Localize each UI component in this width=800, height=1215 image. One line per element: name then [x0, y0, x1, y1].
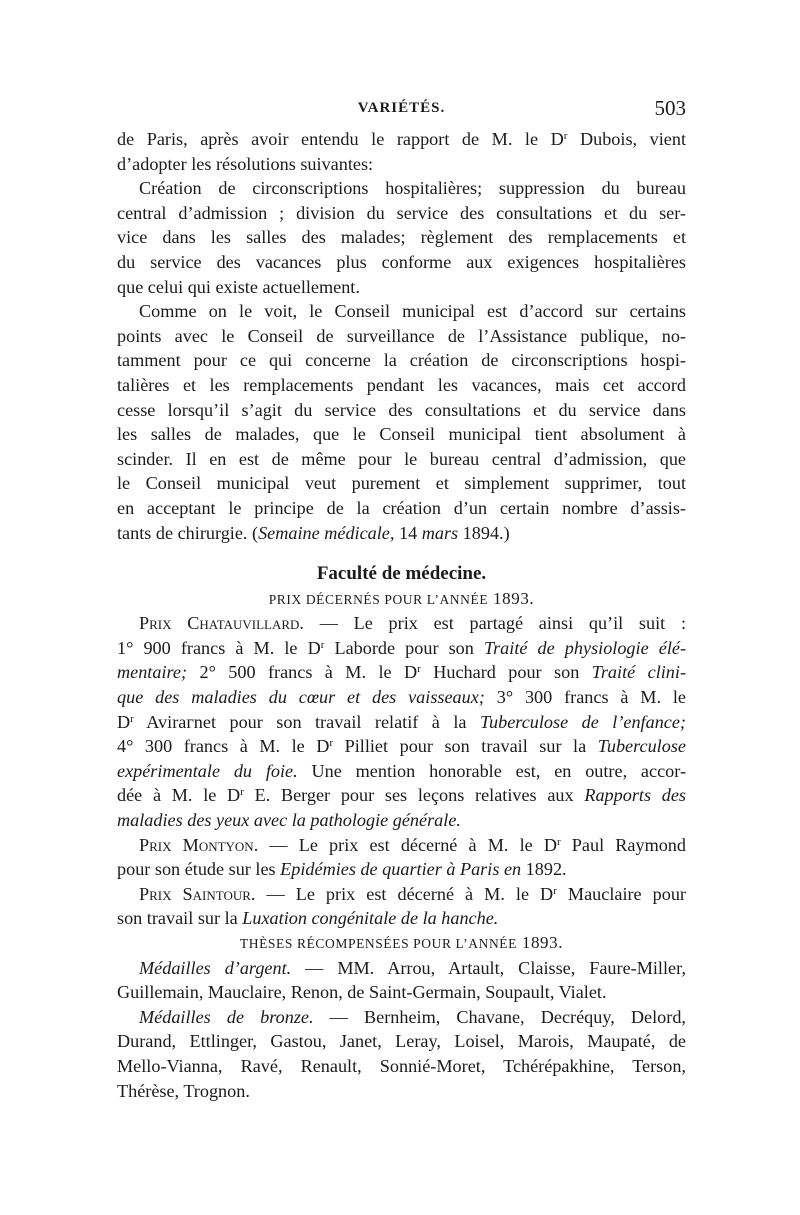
paragraph-prix-chatauvillard — [117, 611, 686, 832]
text-line: Prix Montyon. — Le prix est décerné à M. le $D^r$ Paul Raymond — [139, 834, 686, 855]
text-line: en acceptant le principe de la création d’un certain nombre d’assis- — [117, 497, 686, 518]
page-number: 503 — [654, 96, 686, 120]
paragraph-resolutions-intro — [117, 127, 686, 176]
text-line: points avec le Conseil de surveillance de l’Assistance publique, no- — [117, 325, 686, 346]
paragraph-conseil-municipal — [117, 299, 686, 545]
text-line: Mello-Vianna, Ravé, Renault, Sonnié-Moret, Tchérépakhine, Terson, — [117, 1055, 686, 1076]
text-line: vice dans les salles des malades; règlement des remplacements et — [117, 227, 686, 248]
text-line: $D^r$ Avirагnet pour son travail relatif à la Tuberculose de l’enfance; — [117, 711, 686, 732]
text-line: 1° 900 francs à M. le $D^r$ Laborde pour son Traité de physiologie élé- — [117, 637, 687, 658]
text-line: d’adopter les résolutions suivantes: — [117, 153, 374, 174]
running-title: VARIÉTÉS. — [357, 100, 446, 116]
text-line: Thérèse, Trognon. — [117, 1080, 250, 1101]
text-line: Guillemain, Mauclaire, Renon, de Saint-Germain, Soupault, Vialet. — [117, 982, 607, 1003]
text-line: Médailles d’argent. — MM. Arrou, Artault, Claisse, Faure-Miller, — [139, 957, 686, 978]
subsection-heading: THÈSES RÉCOMPENSÉES POUR L’ANNÉE 1893. — [239, 933, 564, 952]
text-line: talières et les remplacements pendant les vacances, mais cet accord — [117, 374, 686, 395]
paragraph-prix-saintour — [117, 882, 686, 931]
text-line: 4° 300 francs à M. le $D^r$ Pilliet pour son travail sur la Tuberculose — [117, 736, 686, 757]
text-line: dée à M. le $D^r$ E. Berger pour ses leçons relatives aux Rapports des — [117, 785, 687, 806]
paragraph-resolutions — [117, 176, 686, 299]
text-line: du service des vacances plus conforme aux exigences hospitalières — [117, 251, 686, 272]
text-line: que celui qui existe actuellement. — [117, 276, 360, 297]
section-heading: Faculté de médecine. — [316, 563, 487, 585]
text-line: mentaire; 2° 500 francs à M. le $D^r$ Huchard pour son Traité clini- — [117, 662, 686, 683]
text-line: Création de circonscriptions hospitalières; suppression du bureau — [139, 178, 686, 199]
text-line: pour son étude sur les Epidémies de quartier à Paris en 1892. — [117, 859, 567, 880]
text-line: expérimentale du foie. Une mention honorable est, en outre, accor- — [117, 760, 686, 781]
text-line: le Conseil municipal veut purement et simplement supprimer, tout — [117, 473, 686, 494]
paragraph-medailles-bronze — [117, 1005, 686, 1103]
page-header — [117, 96, 686, 126]
text-line: Prix Chatauvillard. — Le prix est partagé ainsi qu’il suit : — [139, 613, 686, 634]
body-text — [117, 127, 686, 1103]
text-line: Médailles de bronze. — Bernheim, Chavane, Decréquy, Delord, — [139, 1006, 686, 1027]
text-line: scinder. Il en est de même pour le bureau central d’admission, que — [117, 448, 686, 469]
text-line: cesse lorsqu’il s’agit du service des consultations et du service dans — [117, 399, 686, 420]
text-line: tants de chirurgie. (Semaine médicale, 14 mars 1894.) — [117, 522, 510, 543]
text-line: les salles de malades, que le Conseil municipal tient absolument à — [117, 424, 686, 445]
text-line: tamment pour ce qui concerne la création de circonscriptions hospi- — [117, 350, 686, 371]
text-line: que des maladies du cœur et des vaisseaux; 3° 300 francs à M. le — [117, 687, 687, 708]
text-line: central d’admission ; division du service des consultations et du ser- — [117, 202, 686, 223]
paragraph-medailles-argent — [117, 956, 686, 1005]
text-line: Prix Saintour. — Le prix est décerné à M. le $D^r$ Mauclaire pour — [139, 883, 686, 904]
text-line: de Paris, après avoir entendu le rapport de M. le $D^r$ Dubois, vient — [117, 129, 686, 149]
text-line: maladies des yeux avec la pathologie générale. — [117, 810, 461, 831]
subsection-heading: PRIX DÉCERNÉS POUR L’ANNÉE 1893. — [268, 588, 535, 608]
text-line: Comme on le voit, le Conseil municipal est d’accord sur certains — [139, 301, 686, 322]
text-line: Durand, Ettlinger, Gastou, Janet, Leray, Loisel, Marois, Maupaté, de — [117, 1031, 686, 1052]
text-line: son travail sur la Luxation congénitale de la hanche. — [117, 908, 499, 929]
paragraph-prix-montyon — [117, 833, 686, 882]
